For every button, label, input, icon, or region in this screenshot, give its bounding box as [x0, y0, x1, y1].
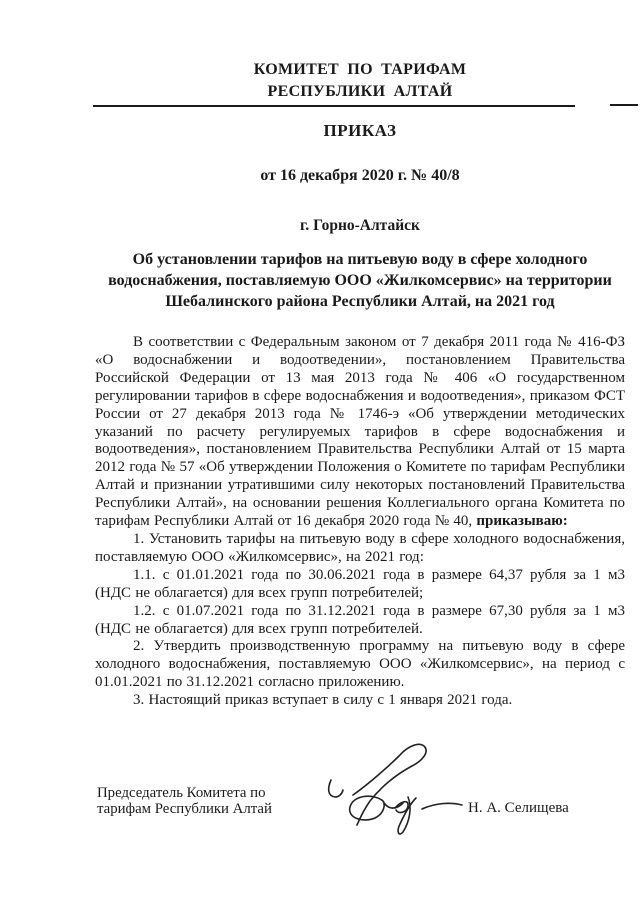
- org-name-line-2: РЕСПУБЛИКИ АЛТАЙ: [267, 83, 453, 100]
- signer-position: [97, 786, 272, 818]
- order-item-1-1: 1.1. с 01.01.2021 года по 30.06.2021 года в размере 64,37 рубля за 1 м3 (НДС не облагается) для всех групп потребителей;: [95, 566, 625, 601]
- order-item-3: 3. Настоящий приказ вступает в силу с 1 января 2021 года.: [133, 692, 513, 709]
- signature-icon: [295, 733, 495, 838]
- order-item-1: 1. Установить тарифы на питьевую воду в сфере холодного водоснабжения, поставляемую ООО «Жилкомсервис», на 2021 год:: [95, 530, 625, 565]
- preamble-paragraph: [95, 334, 625, 531]
- order-item-2: 2. Утвердить производственную программу на питьевую воду в сфере холодного водоснабжения, поставляемую ООО «Жилкомсервис», на период с 01.01.2021 по 31.12.2021 согласно приложению.: [95, 638, 625, 691]
- signer-position-line-1: Председатель Комитета по: [97, 785, 266, 801]
- org-name: [95, 59, 625, 103]
- doc-type-heading: ПРИКАЗ: [323, 121, 397, 140]
- doc-body: [95, 334, 625, 710]
- header-rule-dash: [610, 104, 638, 106]
- doc-title: Об установлении тарифов на питьевую воду в сфере холодного водоснабжения, поставляемую ООО «Жилкомсервис» на территории Шебалинского района Республики Алтай, на 2021 год: [108, 251, 612, 310]
- header-rule: [93, 105, 575, 107]
- preamble-text: В соответствии с Федеральным законом от 7 декабря 2011 года № 416-ФЗ «О водоснабжении и водоотведении», постановлением Правительства Российской Федерации от 13 мая 2013 года № 406 «О государственном регулировании тарифов в сфере водоснабжения и водоотведения», приказом ФСТ России от 27 декабря 2013 года № 1746-э «Об утверждении методических указаний по расчету регулируемых тарифов в сфере водоснабжения и водоотведения», постановлением Правительства Республики Алтай от 15 марта 2012 года № 57 «Об утверждении Положения о Комитете по тарифам Республики Алтай и признании утратившими силу некоторых постановлений Правительства Республики Алтай», на основании решения Коллегиального органа Комитета по тарифам Республики Алтай от 16 декабря 2020 года № 40,: [95, 334, 625, 530]
- doc-city: г. Горно-Алтайск: [300, 217, 420, 234]
- order-item-1-2: 1.2. с 01.07.2021 года по 31.12.2021 года в размере 67,30 рубля за 1 м3 (НДС не облагается) для всех групп потребителей.: [95, 602, 625, 637]
- preamble-directive: приказываю:: [476, 513, 568, 530]
- doc-date-number: от 16 декабря 2020 г. № 40/8: [260, 167, 460, 184]
- org-name-line-1: КОМИТЕТ ПО ТАРИФАМ: [253, 61, 467, 78]
- signer-name: Н. А. Селищева: [468, 800, 569, 816]
- signer-position-line-2: тарифам Республики Алтай: [97, 800, 272, 817]
